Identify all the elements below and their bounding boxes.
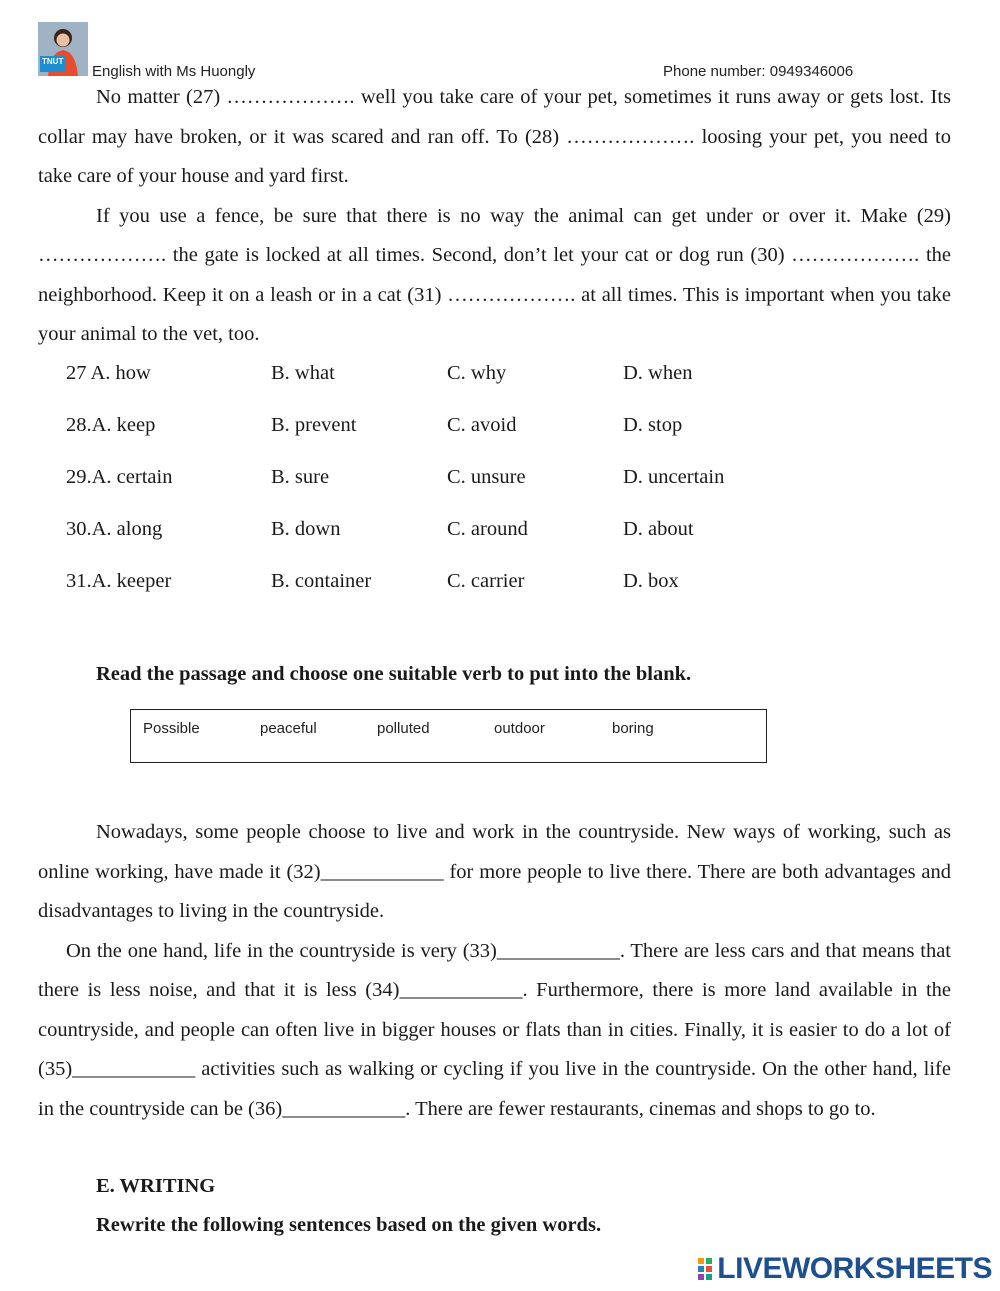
option-c[interactable]: C. why [447,362,507,384]
option-c[interactable]: C. around [447,518,528,540]
option-b[interactable]: B. prevent [271,414,357,436]
header-teacher: English with Ms Huongly [92,63,256,80]
passage-countryside-paragraph-1: Nowadays, some people choose to live and work in the countryside. New ways of working, such as online working, have made it (32)____________ for more people to live there. There are both advantages and disadvantages to living in the countryside. [38,821,951,922]
option-d[interactable]: D. about [623,518,694,540]
word-option[interactable]: boring [612,720,654,737]
option-d[interactable]: D. when [623,362,693,384]
option-c[interactable]: C. avoid [447,414,517,436]
option-d[interactable]: D. stop [623,414,683,436]
word-box [130,709,767,763]
passage-countryside [38,813,951,1129]
word-option[interactable]: polluted [377,720,430,737]
option-a[interactable]: 31.A. keeper [66,570,172,592]
word-option[interactable]: peaceful [260,720,317,737]
option-b[interactable]: B. container [271,570,372,592]
avatar-label: TNUT [42,57,64,66]
option-c[interactable]: C. unsure [447,466,526,488]
option-c[interactable]: C. carrier [447,570,525,592]
option-a[interactable]: 30.A. along [66,518,163,540]
writing-instruction: Rewrite the following sentences based on the given words. [96,1214,602,1236]
avatar [38,22,88,76]
writing-title: E. WRITING [96,1175,216,1197]
word-option[interactable]: outdoor [494,720,545,737]
option-d[interactable]: D. box [623,570,679,592]
passage-pet-paragraph-1: No matter (27) ………………. well you take care of your pet, sometimes it runs away or gets lost. Its collar may have broken, or it was scared and ran off. To (28) ………………. loosing your pet, you need to take care of your house and yard first. [38,86,951,187]
passage-countryside-paragraph-2: On the one hand, life in the countryside is very (33)____________. There are less cars and that means that there is less noise, and that it is less (34)____________. Furthermore, there is more land available in the countryside, and people can often live in bigger houses or flats than in cities. Finally, it is easier to do a lot of (35)____________ activities such as walking or cycling if you live in the countryside. On the other hand, life in the countryside can be (36)____________. There are fewer restaurants, cinemas and shops to go to. [38,939,951,1120]
passage-pet-paragraph-2: If you use a fence, be sure that there is no way the animal can get under or over it. Make (29) ………………. the gate is locked at all times. Second, don’t let your cat or dog run (30) ………………. the neighborhood. Keep it on a leash or in a cat (31) ………………. at all times. This is important when you take your animal to the vet, too. [38,204,951,345]
passage-pet [38,78,951,355]
option-a[interactable]: 29.A. certain [66,466,173,488]
header-phone: Phone number: 0949346006 [663,63,854,80]
option-d[interactable]: D. uncertain [623,466,725,488]
option-b[interactable]: B. down [271,518,341,540]
option-a[interactable]: 27 A. how [66,362,151,384]
option-b[interactable]: B. sure [271,466,330,488]
option-b[interactable]: B. what [271,362,335,384]
liveworksheets-logo: LIVEWORKSHEETS [717,1252,992,1285]
option-a[interactable]: 28.A. keep [66,414,156,436]
word-option[interactable]: Possible [143,720,200,737]
section-instruction: Read the passage and choose one suitable verb to put into the blank. [96,663,692,685]
